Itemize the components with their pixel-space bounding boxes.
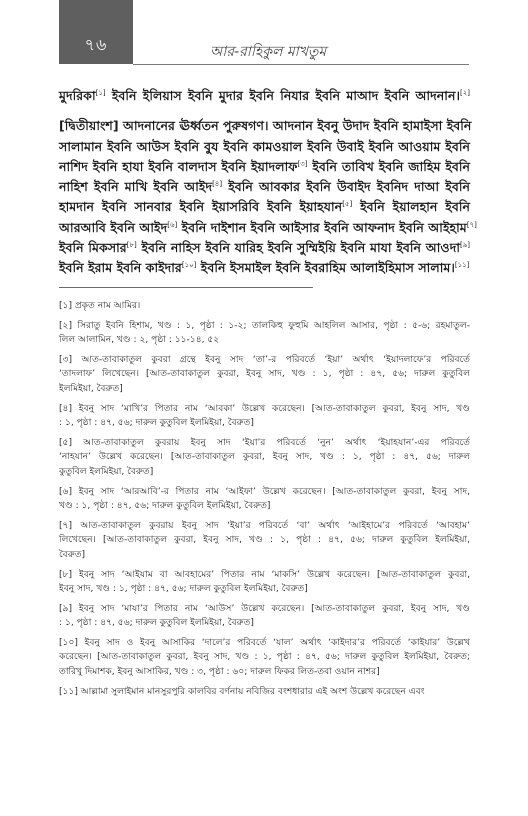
text-line: [59, 86, 470, 106]
section-tag: [দ্বিতীয়াংশ]: [59, 118, 119, 134]
footnote-line: কুতুবিল ইলমিইয়া, বৈরুত]: [59, 466, 154, 477]
text-span: নাশিদ ইবনি হাযা ইবনি বালদাস ইবনি ইয়াদলাফ: [59, 158, 298, 174]
text-span: ইবনি ইয়ালহান ইবনি: [352, 199, 470, 215]
footnote-ref[interactable]: [১১]: [454, 261, 470, 270]
text-line: [59, 197, 470, 217]
footnote-ref[interactable]: [৮]: [126, 240, 137, 249]
text-span: ইবনি নাহিস ইবনি যারিহ ইবনি সুম্মিইয়ি ইবনি মাযা ইবনি আওদা: [136, 240, 460, 256]
footnote: [59, 568, 470, 597]
footnote-line: [৮] ইবনু সাদ ‘আইযাম বা আবহামের’ পিতার নাম ‘মাকসি’ উল্লেখ করেছেন। [আত-তাবাকাতুল কুবরা,: [59, 569, 470, 580]
footnote-line: লিখেছেন। [আত-তাবাকাতুল কুবরা, ইবনু সাদ, খণ্ড : ১, পৃষ্ঠা : ৪৭, ৫৬; দারুল কুতুবিল ইলমিইয়া,: [59, 535, 470, 546]
footnote: [59, 319, 470, 348]
footnote-line: ইলমিইয়া, বৈরুত]: [59, 383, 123, 394]
page-header: [0, 0, 528, 64]
footnote: [59, 436, 470, 480]
footnote-line: [৩] আত-তাবাকাতুল কুবরা গ্রন্থে ইবনু সাদ ‘তা’-র পরিবর্তে ‘ইয়া’ অর্থাৎ ‘ইয়াদলাফে’র পরিবর্তে: [59, 354, 470, 365]
text-line: [59, 258, 470, 278]
text-line: [59, 177, 470, 197]
text-span: ইবনি মিকসার: [59, 240, 127, 256]
paragraph-first: [59, 86, 470, 106]
footnote-line: [১] প্রকৃত নাম আমির।: [59, 301, 141, 311]
text-span: সালামান ইবনি আউস ইবনি বুয ইবনি কামওয়াল ইবনি উবাই ইবনি আওয়াম ইবনি: [59, 138, 470, 154]
text-span: আরআবি ইবনি আইদ: [59, 219, 168, 235]
main-text: [59, 86, 477, 279]
page-number: ৭৬: [84, 35, 108, 54]
footnote-line: : ১, পৃষ্ঠা : ৪৭, ৫৬; দারুল কুতুবিল ইলমিইয়া, বৈরুত]: [59, 618, 254, 629]
text-line: [59, 116, 470, 136]
footnote-ref[interactable]: [৯]: [459, 240, 470, 249]
text-span: ইবনি তাবিখ ইবনি জাহিম ইবনি: [307, 158, 470, 174]
footnote-line: [৬] ইবনু সাদ ‘আরআবি’-র পিতার নাম ‘আইফা’ উল্লেখ করেছেন। [আত-তাবাকাতুল কুবরা, ইবনু সাদ,: [59, 486, 470, 497]
text-span: মুদরিকা: [59, 88, 96, 103]
footnote-line: : ১, পৃষ্ঠা : ৪৭, ৫৬; দারুল কুতুবিল ইলমিইয়া, বৈরুত]: [59, 418, 254, 429]
paragraph-second: [59, 116, 477, 278]
footnote-line: ‘নাহযান’ উল্লেখ করেছেন। [আত-তাবাকাতুল কুবরা, ইবনু সাদ, খণ্ড : ১, পৃষ্ঠা : ৪৭, ৫৬; দারুল: [59, 452, 470, 463]
footnote-ref[interactable]: [৩]: [297, 159, 308, 168]
footnote: [59, 485, 470, 514]
text-span: ইবনি ইলিয়াস ইবনি মুদার ইবনি নিযার ইবনি মাআদ ইবনি আদনান।: [105, 88, 460, 103]
footnote-ref[interactable]: [৭]: [466, 220, 477, 229]
footnote-ref[interactable]: [৬]: [167, 220, 178, 229]
footnote-line: [১১] আল্লামা সুলাইমান মানসুরপুরি কালবির বর্ণনায় নবিজির বংশধারার এই অংশ উল্লেখ করেছেন এবং: [59, 686, 425, 697]
footnote-ref[interactable]: [১০]: [181, 261, 197, 270]
footnote: [59, 602, 470, 631]
header-rule: [133, 64, 469, 65]
footnote-line: [৫] আত-তাবাকাতুল কুবরায় ইবনু সাদ ‘ইয়া’র পরিবর্তে ‘নুন’ অর্থাৎ ‘ইয়াহযান’-এর পরিবর্তে: [59, 437, 470, 448]
footnote: [59, 636, 470, 680]
page-number-box: [59, 0, 133, 64]
footnote-ref[interactable]: [৫]: [342, 200, 353, 209]
footnote-ref[interactable]: [২]: [459, 88, 470, 97]
footnote-line: [৯] ইবনু সাদ ‘মাযা’র পিতার নাম ‘আউস’ উল্লেখ করেছেন। [আত-তাবাকাতুল কুবরা, ইবনু সাদ, খণ্ড: [59, 603, 470, 614]
footnote-line: ‘তাদলাফ’ লিখেছেন। [আত-তাবাকাতুল কুবরা, ইবনু সাদ, খণ্ড : ১, পৃষ্ঠা : ৪৭, ৫৬; দারুল কুতুবিল: [59, 369, 470, 380]
text-span: ইবনি ইসমাইল ইবনি ইবরাহিম আলাইহিমাস সালাম।: [196, 260, 455, 276]
footnote-ref[interactable]: [৪]: [212, 180, 223, 188]
footnote-line: [৪] ইবনু সাদ ‘মাখি’র পিতার নাম ‘আবকা’ উল্লেখ করেছেন। [আত-তাবাকাতুল কুবরা, ইবনু সাদ, খণ্ড: [59, 403, 470, 414]
footnote-line: ইবনু সাদ, খণ্ড : ১, পৃষ্ঠা : ৪৭, ৫৬; দারুল কুতুবিল ইলমিইয়া, বৈরুত]: [59, 584, 308, 595]
text-line: [59, 137, 470, 157]
footnotes: [59, 299, 470, 704]
footnote-line: [১০] ইবনু সাদ ও ইবনু আসাকির ‘দালে’র পরিবর্তে ‘যাল’ অর্থাৎ ‘কাইদার’র পরিবর্তে ‘কাইযার’ উল্লেখ: [59, 637, 470, 648]
footnote-line: [২] সিরাতু ইবনি হিশাম, খণ্ড : ১, পৃষ্ঠা : ১-২; তালকিহু ফুহুমি আহলিল আসার, পৃষ্ঠা : ৫-৬; রহমাতুল-: [59, 320, 470, 331]
text-span: ইবনি ইরাম ইবনি কাইদার: [59, 260, 182, 276]
text-line: [59, 238, 470, 258]
text-span: আদনানের ঊর্ধ্বতন পুরুষগণ। আদনান ইবনু উদাদ ইবনি হামাইসা ইবনি: [118, 118, 472, 134]
footnote: [59, 402, 470, 431]
footnote: [59, 519, 470, 563]
footnote-ref[interactable]: [১]: [95, 88, 106, 97]
text-span: ইবনি আবকার ইবনি উবাইদ ইবনিদ দাআ ইবনি: [222, 179, 470, 195]
footnote-line: [৭] আত-তাবাকাতুল কুবরায় ইবনু সাদ ‘ইয়া’র পরিবর্তে ‘বা’ অর্থাৎ ‘আইহামে’র পরিবর্তে ‘আবহাম’: [59, 520, 470, 531]
footnote-line: তারিখু দিমাশক, ইবনু আসাকির, খণ্ড : ৩, পৃষ্ঠা : ৬০; দারুল ফিকর লিত-তবা ওয়ান নাশর]: [59, 667, 380, 678]
text-line: [59, 157, 470, 177]
text-span: নাহিশ ইবনি মাখি ইবনি আইদ: [59, 179, 213, 195]
footnote-line: করেছেন। [আত-তাবাকাতুল কুবরা, ইবনু সাদ, খণ্ড : ১, পৃষ্ঠা : ৪৭, ৫৬; দারুল কুতুবিল ইলমিইয়া, বৈরুত;: [59, 652, 470, 663]
text-line: [59, 218, 477, 238]
footnote-line: খণ্ড : ১, পৃষ্ঠা : ৪৭, ৫৬; দারুল কুতুবিল ইলমিইয়া, বৈরুত]: [59, 501, 271, 512]
footnote: [59, 353, 470, 397]
text-span: হামদান ইবনি সানবার ইবনি ইয়াসরিবি ইবনি ইয়াহযান: [59, 199, 343, 215]
footnote: [59, 299, 470, 314]
footnote-line: লিল আলামিন, খণ্ড : ২, পৃষ্ঠা : ১১-১৪, ৫২: [59, 335, 220, 346]
footnote: [59, 685, 470, 700]
footnote-line: বৈরুত]: [59, 549, 86, 560]
running-title: আর-রাহিকুল মাখতুম: [210, 44, 327, 60]
footnote-rule: [59, 287, 313, 288]
text-span: ইবনি দাইশান ইবনি আইসার ইবনি আফনাদ ইবনি আইহাম: [177, 219, 467, 235]
